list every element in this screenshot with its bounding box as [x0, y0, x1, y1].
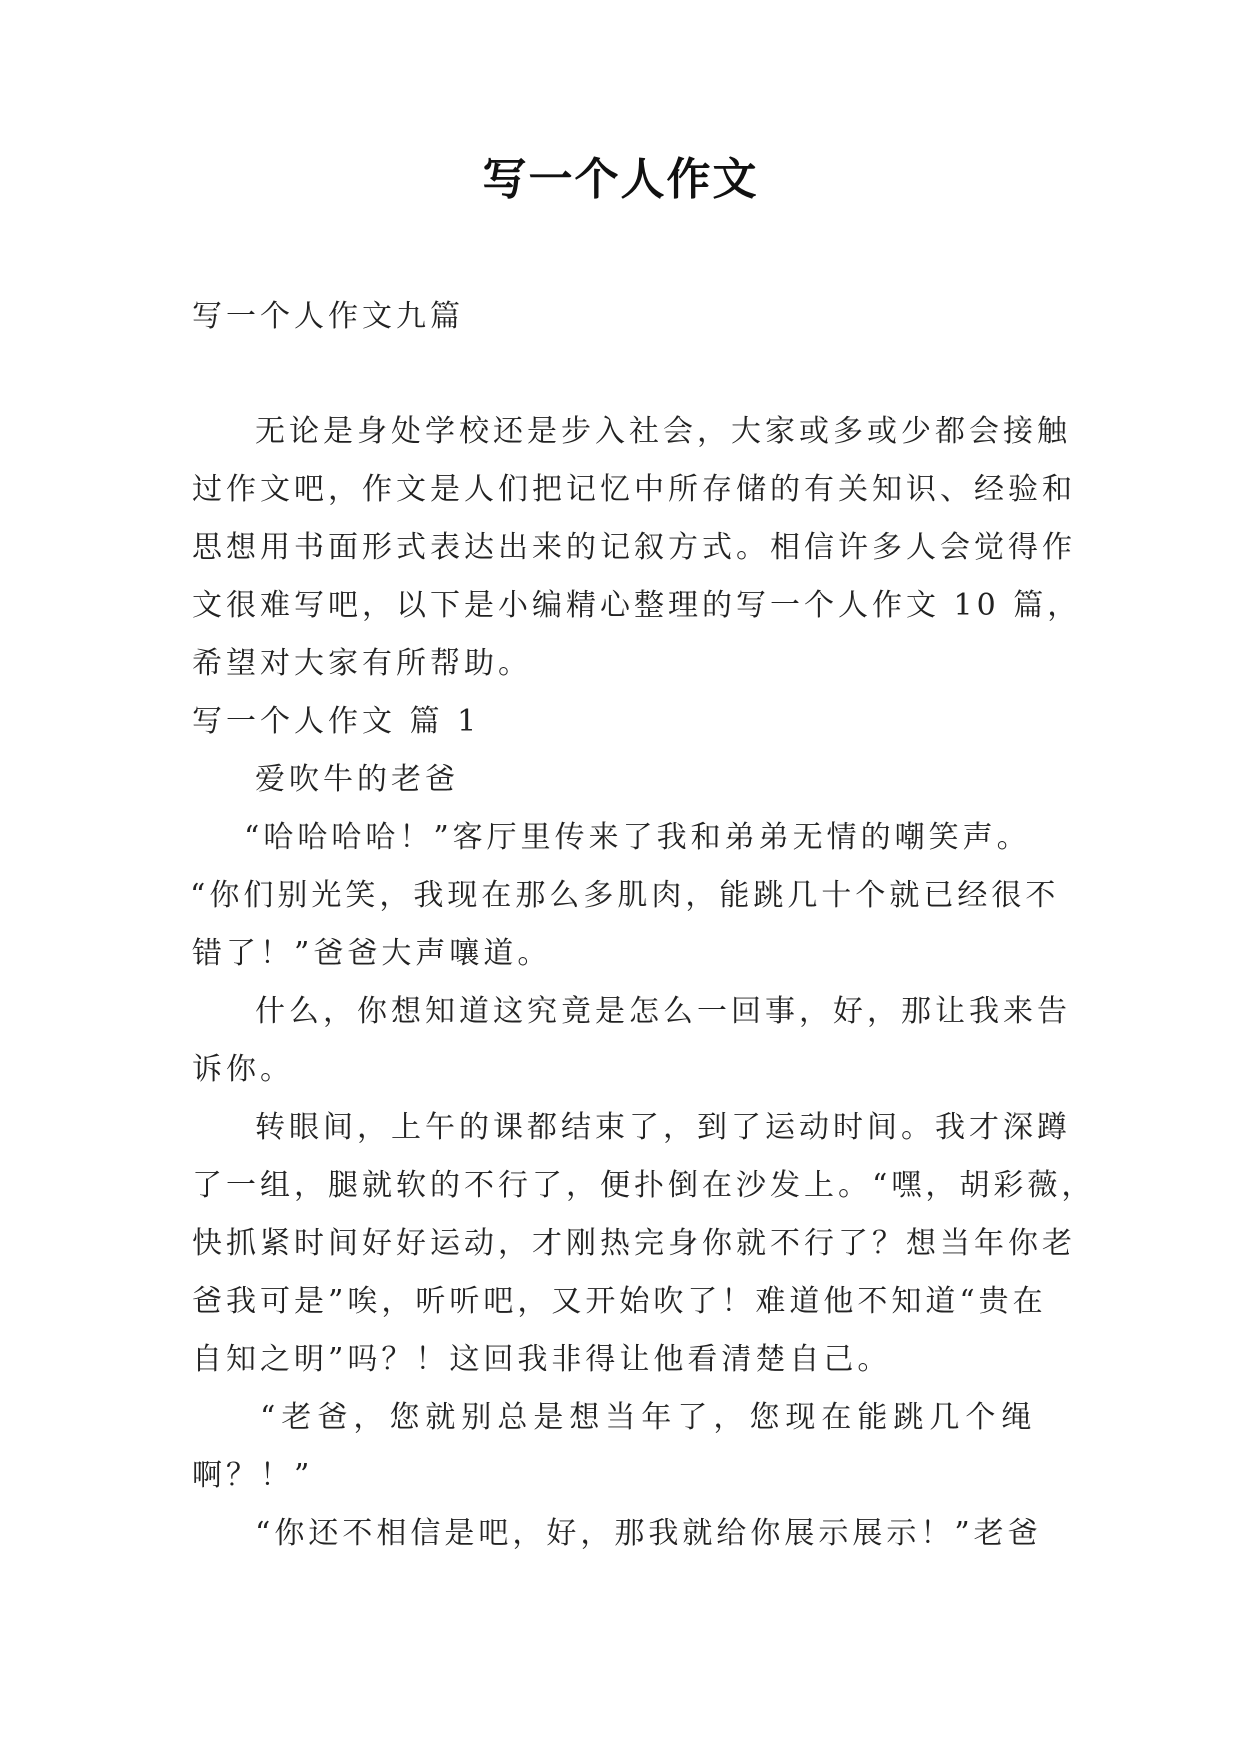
paragraph-line: 思想用书面形式表达出来的记叙方式。相信许多人会觉得作 — [192, 530, 1076, 565]
paragraph-line: “哈哈哈哈！”客厅里传来了我和弟弟无情的嘲笑声。 — [244, 820, 1031, 855]
paragraph-line: 快抓紧时间好好运动，才刚热完身你就不行了？想当年你老 — [192, 1226, 1076, 1261]
paragraph-line: 了一组，腿就软的不行了，便扑倒在沙发上。“嘿，胡彩薇， — [192, 1168, 1096, 1203]
paragraph-line: 转眼间，上午的课都结束了，到了运动时间。我才深蹲 — [255, 1110, 1071, 1145]
paragraph-line: 啊？！” — [192, 1458, 314, 1493]
paragraph-line: 自知之明”吗？！这回我非得让他看清楚自己。 — [192, 1342, 892, 1377]
essay-title: 爱吹牛的老爸 — [255, 762, 459, 797]
paragraph-line: 什么，你想知道这究竟是怎么一回事，好，那让我来告 — [255, 994, 1071, 1029]
subtitle-line: 写一个人作文九篇 — [192, 299, 464, 334]
paragraph-line: 过作文吧，作文是人们把记忆中所存储的有关知识、经验和 — [192, 472, 1076, 507]
paragraph-line: 诉你。 — [192, 1052, 294, 1087]
document-title: 写一个人作文 — [482, 154, 759, 205]
paragraph-line: “你们别光笑，我现在那么多肌肉，能跳几十个就已经很不 — [190, 878, 1060, 913]
paragraph-line: 爸我可是”唉，听听吧，又开始吹了！难道他不知道“贵在 — [192, 1284, 1047, 1319]
paragraph-line: 希望对大家有所帮助。 — [192, 646, 532, 681]
paragraph-line: 文很难写吧，以下是小编精心整理的写一个人作文 10 篇， — [192, 588, 1082, 623]
paragraph-line: 错了！”爸爸大声嚷道。 — [192, 936, 552, 971]
paragraph-line: “老爸，您就别总是想当年了，您现在能跳几个绳 — [260, 1400, 1038, 1435]
paragraph-line: “你还不相信是吧，好，那我就给你展示展示！”老爸 — [255, 1516, 1042, 1551]
section-heading: 写一个人作文 篇 1 — [192, 704, 481, 739]
paragraph-line: 无论是身处学校还是步入社会，大家或多或少都会接触 — [255, 414, 1071, 449]
